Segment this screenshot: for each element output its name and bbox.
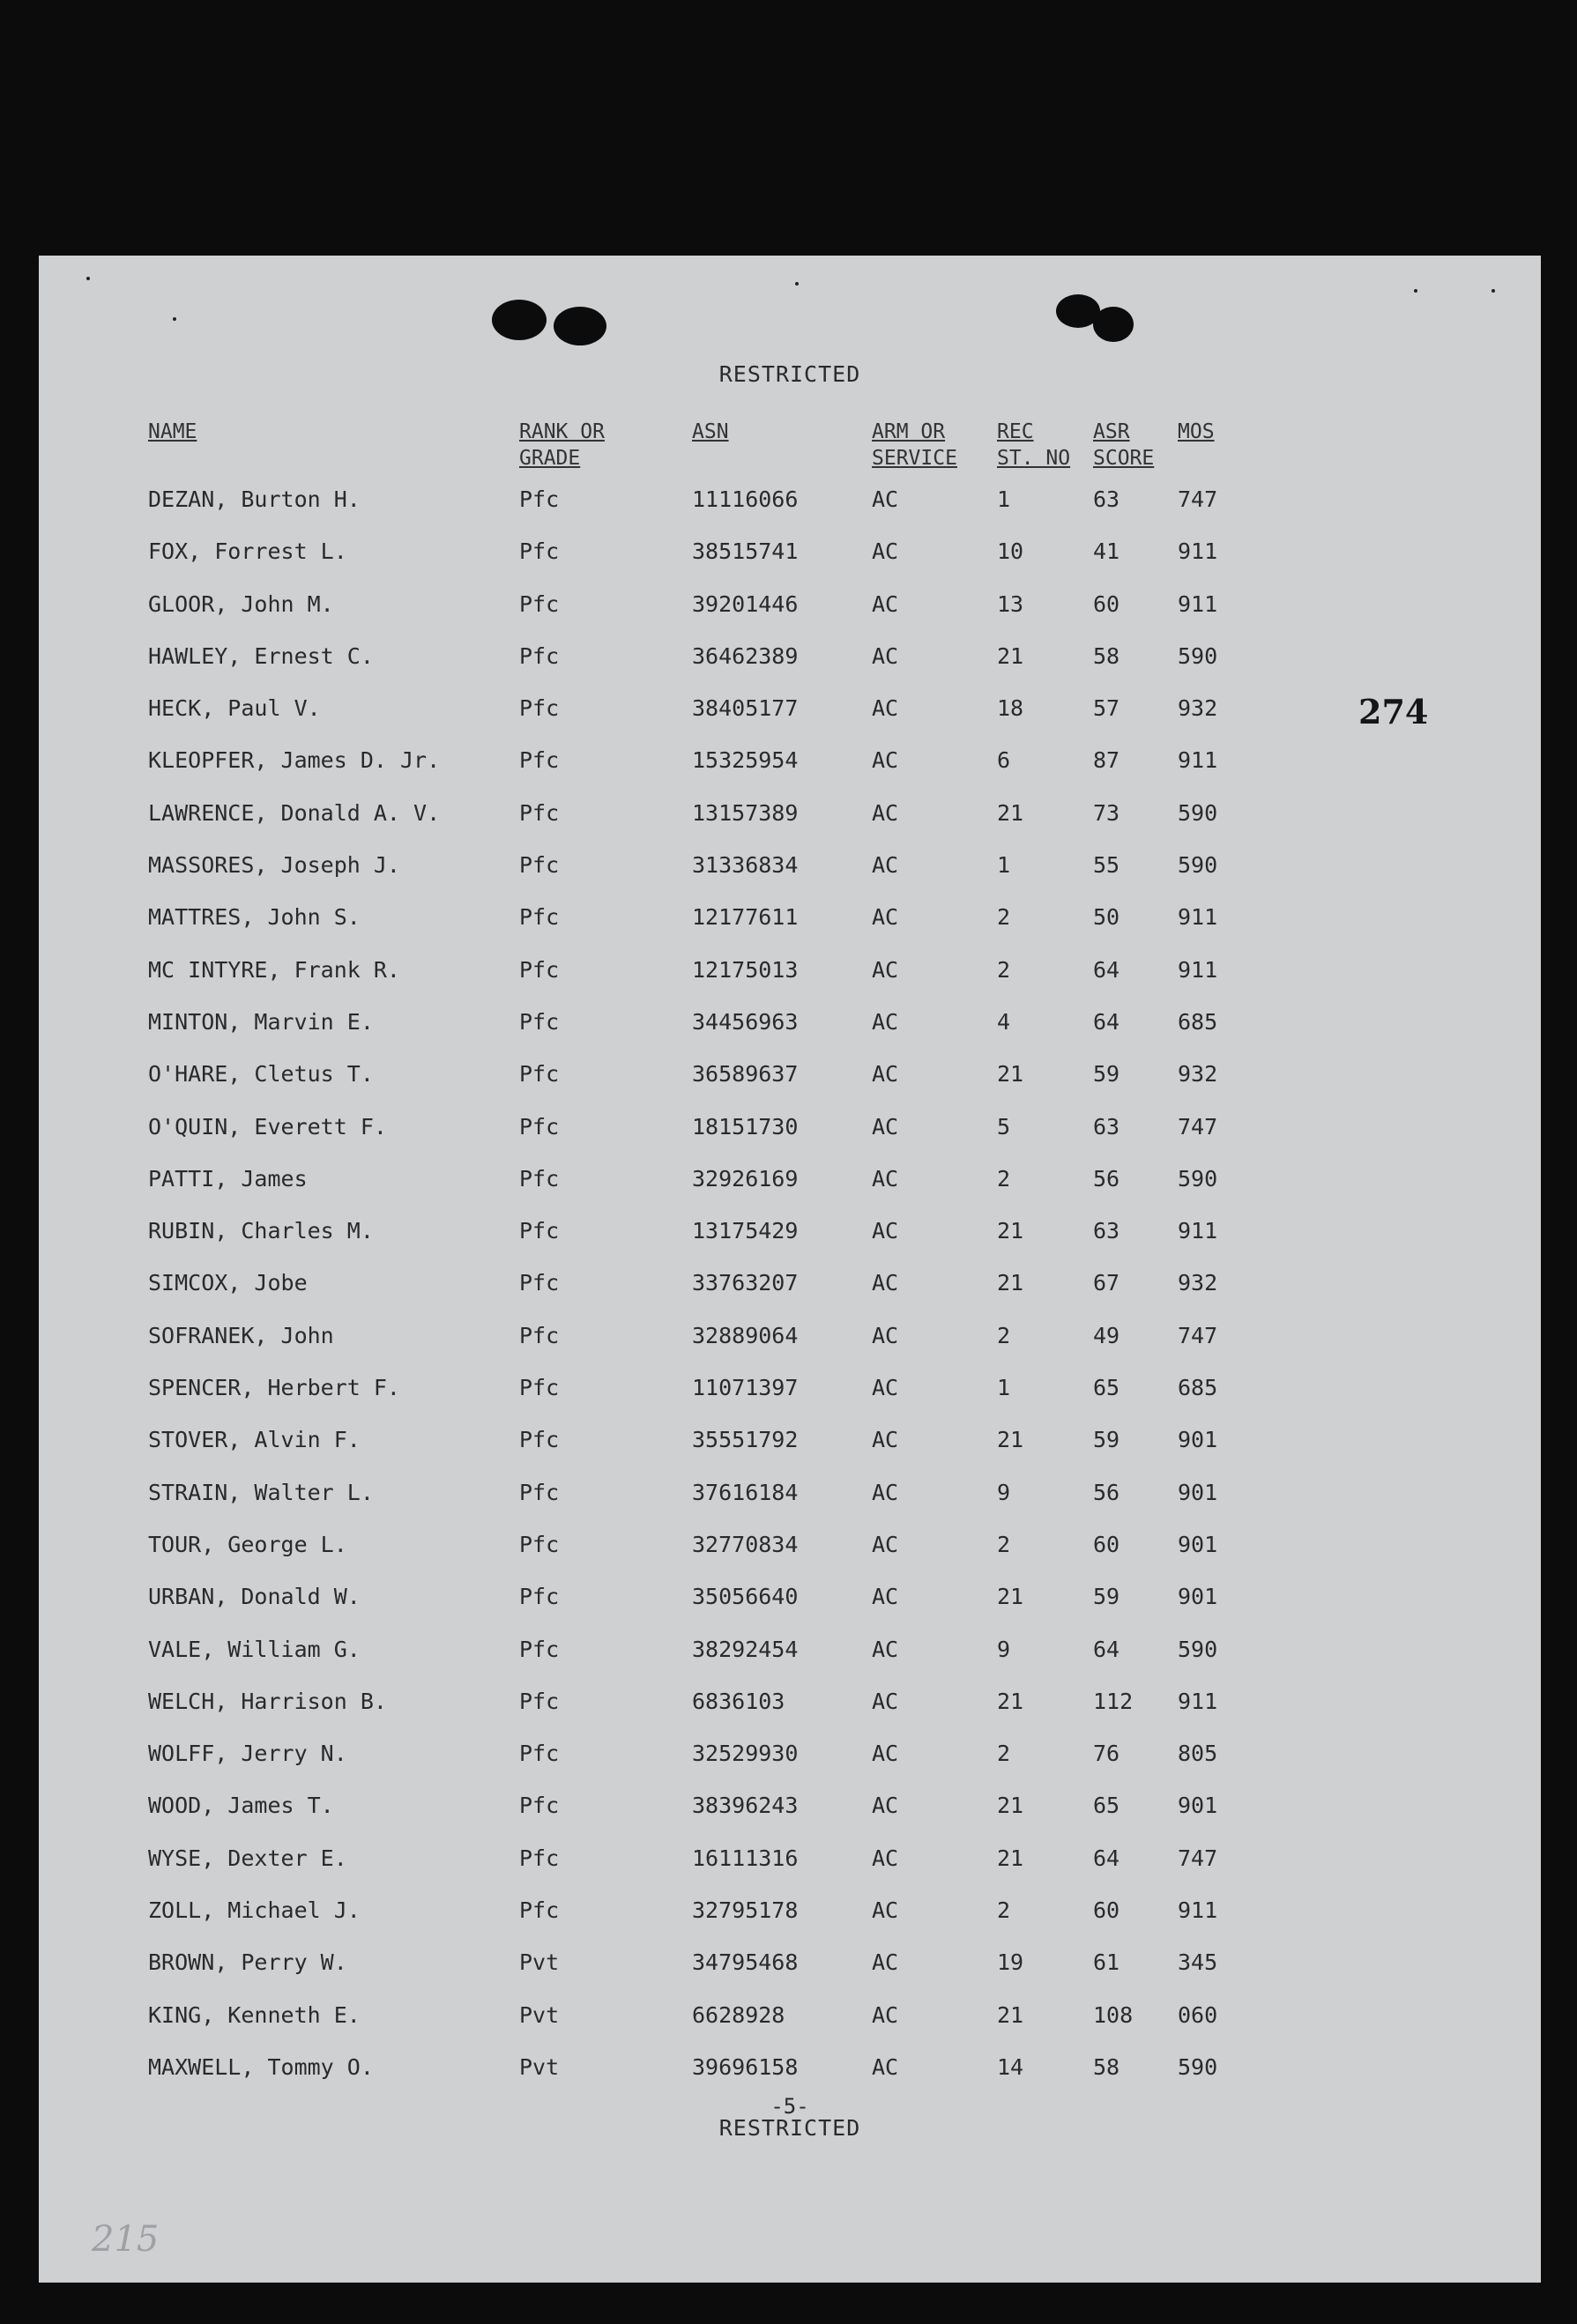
cell-rank: Pfc [519,1061,560,1088]
cell-mos: 901 [1178,1479,1218,1505]
cell-asr: 55 [1093,852,1120,879]
cell-mos: 747 [1178,1113,1218,1140]
header-arm: ARM OR SERVICE [872,420,957,470]
cell-arm: AC [872,590,899,617]
cell-name: TOUR, George L. [148,1531,347,1557]
cell-rank: Pvt [519,2053,560,2080]
table-row [39,747,1541,799]
cell-rec: 21 [997,2001,1024,2028]
cell-name: PATTI, James [148,1165,308,1192]
cell-name: HECK, Paul V. [148,695,321,722]
cell-asn: 16111316 [692,1845,799,1871]
cell-mos: 911 [1178,904,1218,931]
cell-asr: 56 [1093,1479,1120,1505]
cell-rank: Pfc [519,1479,560,1505]
table-row [39,1532,1541,1584]
cell-rank: Pfc [519,799,560,826]
speck [1491,289,1495,293]
cell-name: O'HARE, Cletus T. [148,1061,374,1088]
cell-rec: 19 [997,1949,1024,1976]
cell-name: MATTRES, John S. [148,904,361,931]
cell-asn: 32529930 [692,1741,799,1767]
cell-rec: 14 [997,2053,1024,2080]
cell-arm: AC [872,486,899,512]
cell-rec: 21 [997,1688,1024,1714]
table-row [39,852,1541,904]
cell-arm: AC [872,1897,899,1924]
cell-asn: 37616184 [692,1479,799,1505]
cell-rec: 9 [997,1479,1011,1505]
cell-arm: AC [872,695,899,722]
document-page [39,256,1541,2283]
cell-rec: 21 [997,1270,1024,1296]
cell-rank: Pfc [519,642,560,669]
cell-asn: 39696158 [692,2053,799,2080]
cell-rank: Pfc [519,747,560,774]
header-asr: ASR SCORE [1093,420,1155,470]
page-number: -5- [770,2094,809,2119]
cell-rank: Pfc [519,1427,560,1453]
table-row [39,904,1541,956]
table-row [39,591,1541,643]
table-row [39,1009,1541,1061]
cell-asn: 32770834 [692,1531,799,1557]
cell-asr: 58 [1093,2053,1120,2080]
cell-rank: Pfc [519,1845,560,1871]
cell-asr: 56 [1093,1165,1120,1192]
table-row [39,486,1541,538]
cell-mos: 747 [1178,486,1218,512]
cell-rank: Pfc [519,1584,560,1610]
cell-asr: 60 [1093,590,1120,617]
cell-rec: 5 [997,1113,1011,1140]
cell-asn: 39201446 [692,590,799,617]
cell-asn: 33763207 [692,1270,799,1296]
table-row [39,1949,1541,2001]
cell-asr: 112 [1093,1688,1134,1714]
cell-mos: 932 [1178,695,1218,722]
cell-mos: 911 [1178,1688,1218,1714]
cell-asr: 59 [1093,1427,1120,1453]
cell-arm: AC [872,1270,899,1296]
cell-rec: 21 [997,642,1024,669]
header-mos: MOS [1178,420,1215,443]
cell-name: URBAN, Donald W. [148,1584,361,1610]
table-row [39,1793,1541,1845]
classification-bottom: RESTRICTED [718,2115,861,2141]
cell-rec: 9 [997,1636,1011,1662]
cell-mos: 590 [1178,799,1218,826]
cell-mos: 911 [1178,747,1218,774]
cell-name: KING, Kenneth E. [148,2001,361,2028]
cell-asr: 63 [1093,486,1120,512]
cell-rank: Pfc [519,1688,560,1714]
punch-hole [554,307,606,345]
cell-name: WYSE, Dexter E. [148,1845,347,1871]
cell-asn: 38405177 [692,695,799,722]
table-row [39,957,1541,1009]
table-row [39,1218,1541,1270]
cell-asr: 73 [1093,799,1120,826]
cell-rank: Pfc [519,538,560,565]
table-row [39,643,1541,695]
cell-mos: 911 [1178,1897,1218,1924]
cell-asn: 15325954 [692,747,799,774]
cell-rec: 4 [997,1008,1011,1035]
cell-asn: 38292454 [692,1636,799,1662]
cell-arm: AC [872,1113,899,1140]
cell-mos: 685 [1178,1008,1218,1035]
table-row [39,1637,1541,1689]
table-row [39,1061,1541,1113]
cell-arm: AC [872,1061,899,1088]
cell-name: VALE, William G. [148,1636,361,1662]
cell-arm: AC [872,1636,899,1662]
cell-asr: 60 [1093,1531,1120,1557]
cell-name: BROWN, Perry W. [148,1949,347,1976]
cell-rank: Pfc [519,590,560,617]
cell-rec: 21 [997,1427,1024,1453]
cell-asr: 64 [1093,956,1120,983]
cell-asn: 12175013 [692,956,799,983]
cell-arm: AC [872,1793,899,1819]
table-row [39,1166,1541,1218]
table-row [39,1689,1541,1741]
cell-asr: 108 [1093,2001,1134,2028]
table-row [39,695,1541,747]
header-rank: RANK OR GRADE [519,420,605,470]
cell-rank: Pfc [519,1636,560,1662]
cell-rank: Pfc [519,1793,560,1819]
cell-rank: Pfc [519,486,560,512]
table-row [39,1845,1541,1897]
cell-rec: 21 [997,1218,1024,1244]
cell-mos: 685 [1178,1375,1218,1401]
handwritten-note: 215 [92,2219,160,2260]
cell-rank: Pfc [519,904,560,931]
cell-rank: Pfc [519,1165,560,1192]
cell-rec: 1 [997,1375,1011,1401]
roster-table [39,486,1541,2106]
cell-asn: 13175429 [692,1218,799,1244]
cell-rank: Pfc [519,1270,560,1296]
cell-name: WOLFF, Jerry N. [148,1741,347,1767]
cell-rec: 2 [997,904,1011,931]
cell-arm: AC [872,1531,899,1557]
table-row [39,1584,1541,1636]
cell-mos: 901 [1178,1531,1218,1557]
speck [1414,289,1417,293]
cell-rank: Pfc [519,1897,560,1924]
cell-rec: 1 [997,486,1011,512]
cell-arm: AC [872,1008,899,1035]
cell-arm: AC [872,747,899,774]
cell-rec: 2 [997,1165,1011,1192]
cell-name: SPENCER, Herbert F. [148,1375,400,1401]
cell-asr: 60 [1093,1897,1120,1924]
cell-mos: 345 [1178,1949,1218,1976]
cell-arm: AC [872,1741,899,1767]
cell-arm: AC [872,1949,899,1976]
cell-name: WOOD, James T. [148,1793,334,1819]
cell-asn: 35056640 [692,1584,799,1610]
header-asn: ASN [692,420,729,443]
cell-asr: 57 [1093,695,1120,722]
cell-rec: 2 [997,956,1011,983]
cell-arm: AC [872,1375,899,1401]
cell-name: FOX, Forrest L. [148,538,347,565]
cell-rank: Pfc [519,852,560,879]
cell-name: KLEOPFER, James D. Jr. [148,747,441,774]
cell-arm: AC [872,1427,899,1453]
cell-asn: 38396243 [692,1793,799,1819]
speck [173,317,176,321]
cell-rec: 18 [997,695,1024,722]
cell-mos: 932 [1178,1270,1218,1296]
cell-arm: AC [872,642,899,669]
cell-mos: 901 [1178,1427,1218,1453]
cell-asr: 49 [1093,1322,1120,1348]
cell-arm: AC [872,2001,899,2028]
cell-asr: 65 [1093,1793,1120,1819]
cell-asr: 61 [1093,1949,1120,1976]
cell-name: SIMCOX, Jobe [148,1270,308,1296]
cell-mos: 911 [1178,538,1218,565]
table-row [39,1741,1541,1793]
cell-mos: 901 [1178,1584,1218,1610]
cell-name: ZOLL, Michael J. [148,1897,361,1924]
cell-rank: Pvt [519,1949,560,1976]
speck [86,277,90,280]
cell-asr: 63 [1093,1218,1120,1244]
cell-mos: 747 [1178,1322,1218,1348]
cell-name: WELCH, Harrison B. [148,1688,387,1714]
cell-arm: AC [872,1688,899,1714]
cell-mos: 590 [1178,2053,1218,2080]
cell-asr: 64 [1093,1845,1120,1871]
cell-asn: 12177611 [692,904,799,931]
cell-asn: 11071397 [692,1375,799,1401]
cell-asr: 64 [1093,1636,1120,1662]
cell-rank: Pfc [519,1741,560,1767]
cell-name: MASSORES, Joseph J. [148,852,400,879]
table-row [39,2002,1541,2054]
table-row [39,800,1541,852]
cell-name: STOVER, Alvin F. [148,1427,361,1453]
cell-asr: 65 [1093,1375,1120,1401]
cell-asn: 31336834 [692,852,799,879]
cell-rec: 2 [997,1531,1011,1557]
cell-name: DEZAN, Burton H. [148,486,361,512]
cell-asn: 6836103 [692,1688,785,1714]
cell-mos: 901 [1178,1793,1218,1819]
cell-name: RUBIN, Charles M. [148,1218,374,1244]
cell-asn: 36589637 [692,1061,799,1088]
cell-rec: 21 [997,1061,1024,1088]
cell-rank: Pfc [519,1531,560,1557]
cell-asn: 36462389 [692,642,799,669]
cell-asn: 32926169 [692,1165,799,1192]
cell-asr: 76 [1093,1741,1120,1767]
cell-arm: AC [872,2053,899,2080]
cell-arm: AC [872,1322,899,1348]
cell-rec: 2 [997,1322,1011,1348]
cell-asn: 13157389 [692,799,799,826]
cell-rank: Pfc [519,1008,560,1035]
speck [795,282,799,286]
cell-mos: 932 [1178,1061,1218,1088]
cell-arm: AC [872,538,899,565]
cell-rank: Pfc [519,956,560,983]
cell-mos: 805 [1178,1741,1218,1767]
cell-rec: 1 [997,852,1011,879]
cell-mos: 911 [1178,956,1218,983]
header-rec: REC ST. NO [997,420,1071,470]
cell-mos: 911 [1178,1218,1218,1244]
table-row [39,1323,1541,1375]
cell-rec: 21 [997,1584,1024,1610]
cell-arm: AC [872,1218,899,1244]
punch-hole [1093,307,1134,342]
cell-arm: AC [872,852,899,879]
cell-mos: 590 [1178,1636,1218,1662]
table-row [39,538,1541,590]
cell-asr: 59 [1093,1061,1120,1088]
cell-asr: 50 [1093,904,1120,931]
cell-rank: Pfc [519,1322,560,1348]
cell-name: O'QUIN, Everett F. [148,1113,387,1140]
table-row [39,1375,1541,1427]
table-row [39,1427,1541,1479]
cell-rec: 13 [997,590,1024,617]
cell-asn: 34456963 [692,1008,799,1035]
cell-asr: 64 [1093,1008,1120,1035]
cell-asn: 35551792 [692,1427,799,1453]
cell-arm: AC [872,1165,899,1192]
cell-rec: 6 [997,747,1011,774]
table-row [39,1480,1541,1532]
cell-name: MC INTYRE, Frank R. [148,956,400,983]
cell-mos: 060 [1178,2001,1218,2028]
cell-arm: AC [872,1845,899,1871]
cell-rec: 21 [997,1793,1024,1819]
cell-mos: 590 [1178,642,1218,669]
cell-rank: Pfc [519,1113,560,1140]
cell-rec: 10 [997,538,1024,565]
cell-name: MAXWELL, Tommy O. [148,2053,374,2080]
cell-name: MINTON, Marvin E. [148,1008,374,1035]
cell-name: GLOOR, John M. [148,590,334,617]
cell-rec: 2 [997,1741,1011,1767]
cell-rec: 2 [997,1897,1011,1924]
cell-rank: Pfc [519,1218,560,1244]
cell-asn: 6628928 [692,2001,785,2028]
cell-arm: AC [872,799,899,826]
cell-mos: 911 [1178,590,1218,617]
table-row [39,1897,1541,1949]
cell-asr: 87 [1093,747,1120,774]
cell-name: HAWLEY, Ernest C. [148,642,374,669]
cell-asr: 63 [1093,1113,1120,1140]
table-row [39,1114,1541,1166]
cell-rec: 21 [997,799,1024,826]
cell-asn: 18151730 [692,1113,799,1140]
cell-arm: AC [872,1479,899,1505]
table-row [39,1270,1541,1322]
cell-name: SOFRANEK, John [148,1322,334,1348]
punch-hole [492,300,547,340]
cell-arm: AC [872,956,899,983]
header-name: NAME [148,420,197,443]
cell-arm: AC [872,904,899,931]
cell-rank: Pvt [519,2001,560,2028]
cell-asr: 41 [1093,538,1120,565]
cell-name: STRAIN, Walter L. [148,1479,374,1505]
cell-name: LAWRENCE, Donald A. V. [148,799,441,826]
cell-asn: 32889064 [692,1322,799,1348]
margin-stamp: 274 [1358,692,1429,731]
cell-asr: 58 [1093,642,1120,669]
cell-mos: 747 [1178,1845,1218,1871]
cell-asn: 11116066 [692,486,799,512]
cell-mos: 590 [1178,852,1218,879]
classification-top: RESTRICTED [718,361,861,387]
cell-arm: AC [872,1584,899,1610]
cell-asn: 32795178 [692,1897,799,1924]
cell-rank: Pfc [519,695,560,722]
cell-rec: 21 [997,1845,1024,1871]
cell-rank: Pfc [519,1375,560,1401]
cell-asn: 38515741 [692,538,799,565]
cell-asr: 67 [1093,1270,1120,1296]
cell-mos: 590 [1178,1165,1218,1192]
cell-asr: 59 [1093,1584,1120,1610]
cell-asn: 34795468 [692,1949,799,1976]
